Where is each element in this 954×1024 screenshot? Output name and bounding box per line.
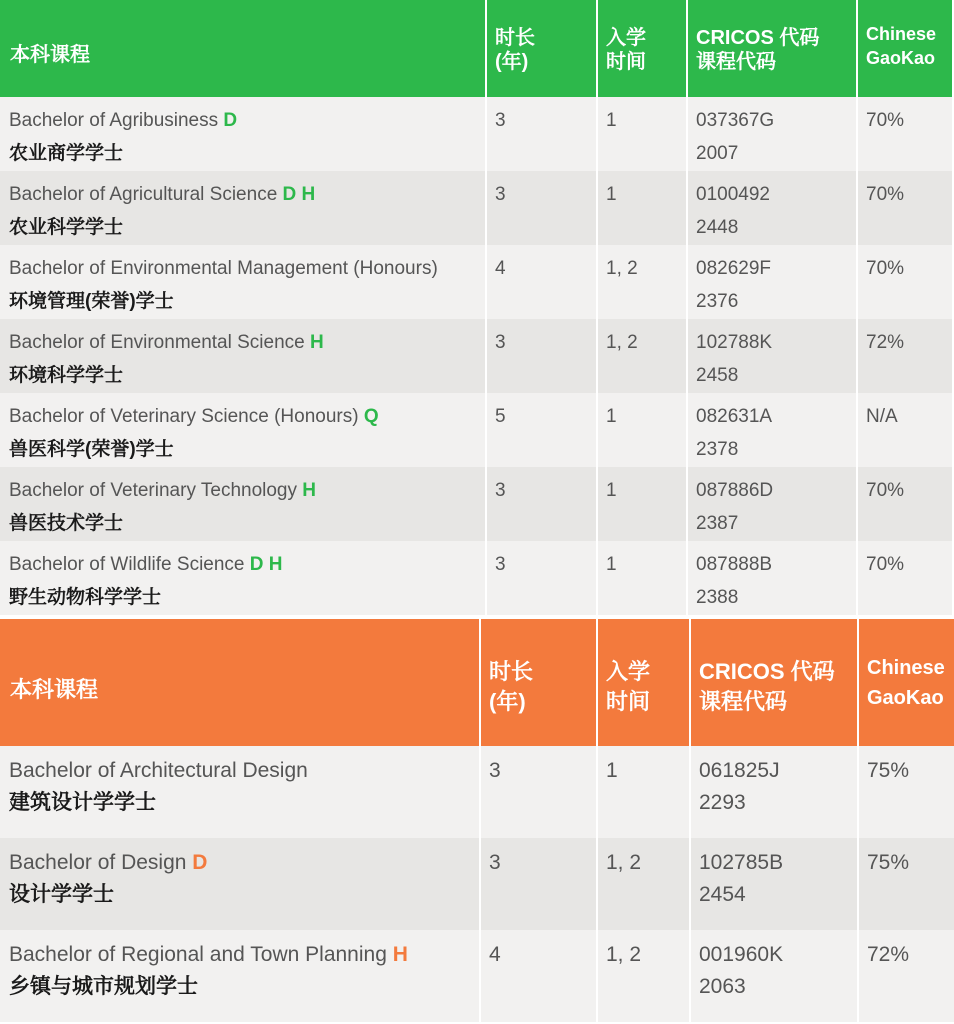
cricos-code: 082629F — [696, 258, 772, 279]
cricos-cell — [688, 541, 858, 615]
duration-cell — [487, 171, 598, 245]
table-row — [0, 97, 952, 171]
gaokao-value: 75% — [867, 759, 910, 782]
cricos-code: 082631A — [696, 406, 773, 427]
table-row — [0, 467, 952, 541]
intake-cell — [598, 838, 691, 930]
cricos-cell — [688, 245, 858, 319]
course-mark: D — [192, 851, 208, 874]
gaokao-cell — [859, 746, 954, 838]
duration-cell — [487, 393, 598, 467]
course-cell — [0, 838, 481, 930]
duration-value: 3 — [495, 480, 506, 501]
course-mark: D — [223, 110, 238, 131]
gaokao-cell — [858, 319, 952, 393]
table-row — [0, 393, 952, 467]
course-name-en-text: Bachelor of Wildlife Science — [9, 554, 245, 575]
duration-cell — [481, 930, 598, 1022]
course-code: 2454 — [699, 883, 746, 906]
gaokao-value: 70% — [866, 110, 905, 131]
course-name-en-text: Bachelor of Agricultural Science — [9, 184, 278, 205]
cricos-code: 102788K — [696, 332, 773, 353]
course-mark: H — [392, 943, 408, 966]
intake-cell — [598, 245, 688, 319]
cricos-code: 061825J — [699, 759, 780, 782]
intake-value: 1, 2 — [606, 943, 642, 966]
course-code: 2063 — [699, 975, 746, 998]
course-code: 2376 — [696, 291, 739, 312]
duration-header: 时长 (年) — [481, 619, 598, 746]
gaokao-cell — [859, 930, 954, 1022]
gaokao-value: 70% — [866, 554, 905, 575]
gaokao-cell — [858, 467, 952, 541]
course-name-en-text: Bachelor of Veterinary Technology — [9, 480, 297, 501]
cricos-cell — [688, 393, 858, 467]
gaokao-value: 72% — [867, 943, 910, 966]
table-row — [0, 319, 952, 393]
table-row — [0, 746, 954, 838]
intake-value: 1, 2 — [606, 258, 638, 279]
course-code: 2388 — [696, 587, 739, 608]
table-row — [0, 541, 952, 615]
course-name-en-text: Bachelor of Design — [9, 851, 187, 874]
table-row — [0, 171, 952, 245]
course-name-en-text: Bachelor of Veterinary Science (Honours) — [9, 406, 359, 427]
intake-cell — [598, 97, 688, 171]
course-mark: H — [310, 332, 324, 353]
gaokao-cell — [858, 171, 952, 245]
course-name-zh: 农业科学学士 — [9, 217, 124, 238]
table-row — [0, 245, 952, 319]
course-mark: Q — [363, 406, 379, 427]
course-name-en — [9, 104, 477, 137]
course-name-en — [9, 252, 477, 285]
course-mark: D H — [282, 184, 316, 205]
course-name-en — [9, 400, 477, 433]
course-name-en — [9, 326, 477, 359]
duration-value: 3 — [495, 110, 506, 131]
intake-value: 1 — [606, 110, 617, 131]
intake-cell — [598, 541, 688, 615]
duration-cell — [487, 467, 598, 541]
intake-value: 1, 2 — [606, 851, 642, 874]
table-row — [0, 838, 954, 930]
course-name-en — [9, 548, 477, 581]
duration-cell — [487, 541, 598, 615]
cricos-cell — [691, 746, 859, 838]
gaokao-value: N/A — [866, 406, 898, 427]
cricos-cell — [688, 171, 858, 245]
course-name-zh: 兽医技术学士 — [9, 513, 124, 534]
course-name-en — [9, 939, 471, 971]
cricos-code: 0100492 — [696, 184, 770, 205]
course-header: 本科课程 — [0, 0, 487, 97]
course-code: 2458 — [696, 365, 739, 386]
course-name-zh: 建筑设计学学士 — [9, 791, 156, 814]
intake-value: 1 — [606, 554, 617, 575]
duration-value: 4 — [495, 258, 506, 279]
intake-value: 1 — [606, 406, 617, 427]
duration-value: 3 — [489, 759, 501, 782]
course-name-en-text: Bachelor of Regional and Town Planning — [9, 943, 387, 966]
course-name-zh: 野生动物科学学士 — [9, 587, 162, 608]
duration-cell — [481, 838, 598, 930]
course-name-en-text: Bachelor of Environmental Management (Honours) — [9, 258, 438, 279]
course-cell — [0, 393, 487, 467]
course-name-en-text: Bachelor of Agribusiness — [9, 110, 219, 131]
course-cell — [0, 467, 487, 541]
course-cell — [0, 319, 487, 393]
intake-value: 1 — [606, 480, 617, 501]
intake-cell — [598, 319, 688, 393]
cricos-code: 001960K — [699, 943, 784, 966]
intake-cell — [598, 171, 688, 245]
intake-value: 1 — [606, 184, 617, 205]
gaokao-cell — [858, 393, 952, 467]
intake-value: 1 — [606, 759, 618, 782]
course-name-en-text: Bachelor of Architectural Design — [9, 759, 308, 782]
intake-value: 1, 2 — [606, 332, 638, 353]
duration-cell — [487, 319, 598, 393]
course-name-zh: 乡镇与城市规划学士 — [9, 975, 198, 998]
cricos-code: 087886D — [696, 480, 774, 501]
duration-cell — [487, 245, 598, 319]
gaokao-cell — [858, 541, 952, 615]
design-planning-courses-table — [0, 619, 954, 1022]
course-name-zh: 兽医科学(荣誉)学士 — [9, 439, 174, 460]
cricos-header: CRICOS 代码 课程代码 — [691, 619, 859, 746]
duration-value: 3 — [489, 851, 501, 874]
duration-value: 3 — [495, 332, 506, 353]
course-cell — [0, 930, 481, 1022]
gaokao-value: 70% — [866, 258, 905, 279]
course-mark: D H — [249, 554, 283, 575]
course-name-en — [9, 847, 471, 879]
cricos-cell — [691, 930, 859, 1022]
gaokao-cell — [859, 838, 954, 930]
intake-cell — [598, 393, 688, 467]
course-code: 2448 — [696, 217, 739, 238]
gaokao-header: Chinese GaoKao — [859, 619, 954, 746]
course-mark: H — [302, 480, 317, 501]
course-cell — [0, 541, 487, 615]
gaokao-value: 70% — [866, 184, 905, 205]
course-code: 2293 — [699, 791, 746, 814]
duration-value: 4 — [489, 943, 501, 966]
table-header-row — [0, 0, 952, 97]
course-header: 本科课程 — [0, 619, 481, 746]
course-cell — [0, 746, 481, 838]
cricos-header: CRICOS 代码 课程代码 — [688, 0, 858, 97]
duration-cell — [481, 746, 598, 838]
course-code: 2387 — [696, 513, 739, 534]
course-name-en — [9, 178, 477, 211]
gaokao-value: 70% — [866, 480, 905, 501]
course-cell — [0, 245, 487, 319]
course-name-en-text: Bachelor of Environmental Science — [9, 332, 305, 353]
duration-header: 时长 (年) — [487, 0, 598, 97]
gaokao-cell — [858, 245, 952, 319]
cricos-cell — [688, 97, 858, 171]
course-name-en — [9, 755, 471, 787]
course-name-en — [9, 474, 477, 507]
gaokao-value: 75% — [867, 851, 910, 874]
course-code: 2378 — [696, 439, 739, 460]
gaokao-cell — [858, 97, 952, 171]
table-header-row — [0, 619, 954, 746]
duration-value: 3 — [495, 184, 506, 205]
intake-header: 入学 时间 — [598, 0, 688, 97]
cricos-code: 087888B — [696, 554, 773, 575]
course-cell — [0, 97, 487, 171]
course-name-zh: 设计学学士 — [9, 883, 114, 906]
intake-header: 入学 时间 — [598, 619, 691, 746]
cricos-cell — [688, 319, 858, 393]
table-row — [0, 930, 954, 1022]
duration-cell — [487, 97, 598, 171]
intake-cell — [598, 467, 688, 541]
course-name-zh: 环境管理(荣誉)学士 — [9, 291, 174, 312]
gaokao-header: Chinese GaoKao — [858, 0, 952, 97]
duration-value: 3 — [495, 554, 506, 575]
course-cell — [0, 171, 487, 245]
cricos-cell — [688, 467, 858, 541]
course-name-zh: 农业商学学士 — [9, 143, 124, 164]
cricos-code: 037367G — [696, 110, 775, 131]
duration-value: 5 — [495, 406, 506, 427]
cricos-cell — [691, 838, 859, 930]
intake-cell — [598, 746, 691, 838]
intake-cell — [598, 930, 691, 1022]
gaokao-value: 72% — [866, 332, 905, 353]
course-name-zh: 环境科学学士 — [9, 365, 124, 386]
course-code: 2007 — [696, 143, 739, 164]
cricos-code: 102785B — [699, 851, 784, 874]
